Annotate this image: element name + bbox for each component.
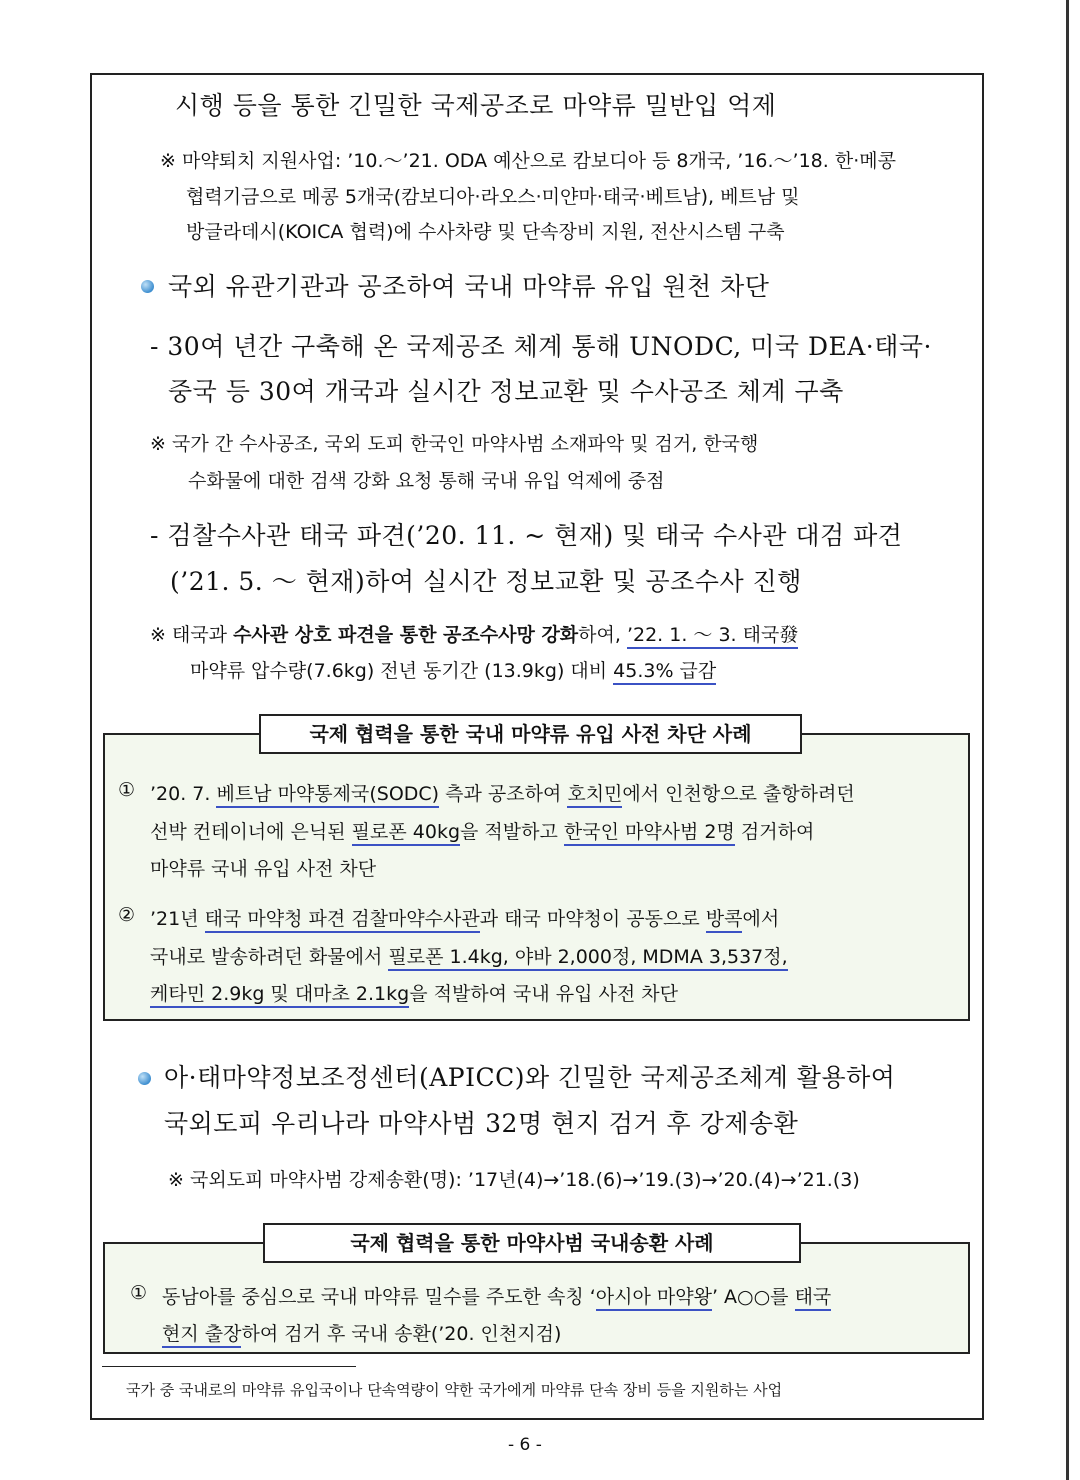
note-coop-line2: 수화물에 대한 검색 강화 요청 통해 국내 유입 억제에 중점 [188,470,665,492]
text-span: ’ A○○를 [711,1286,795,1308]
note-thai-line1 [150,620,798,647]
right-edge-bar [1066,0,1069,1480]
text-span-underlined: 태국 마약청 파견 검찰마약수사관 [205,908,480,933]
text-span-underlined: 한국인 마약사범 2명 [564,821,735,846]
note-oda-line1: ※ 마약퇴치 지원사업: ’10.～’21. ODA 예산으로 캄보디아 등 8개국, ’16.～’18. 한·메콩 [160,150,896,172]
note-thai-mark: ※ 태국과 [150,624,234,646]
dash-1-line2: 중국 등 30여 개국과 실시간 정보교환 및 수사공조 체계 구축 [168,377,844,406]
dash-2-line2: (’21. 5. ～ 현재)하여 실시간 정보교환 및 공조수사 진행 [170,567,802,596]
text-span-underlined: 태국 [795,1286,832,1311]
text-span-underlined: 케타민 2.9kg 및 대마초 2.1kg [150,983,409,1008]
text-span: 선박 컨테이너에 은닉된 [150,821,352,843]
note-oda-line2: 협력기금으로 메콩 5개국(캄보디아·라오스·미얀마·태국·베트남), 베트남 및 [186,186,800,208]
note-coop-line1: ※ 국가 간 수사공조, 국외 도피 한국인 마약사범 소재파악 및 검거, 한국행 [150,433,759,455]
text-span: 하여 검거 후 국내 송환(’20. 인천지검) [241,1323,562,1345]
case-2-item-line2 [162,1319,561,1346]
dash-2-line1: - 검찰수사관 태국 파견(’20. 11. ~ 현재) 및 태국 수사관 대검 파견 [150,521,903,550]
text-span: 국내로 발송하려던 화물에서 [150,946,389,968]
note-thai-bold: 수사관 상호 파견을 통한 공조수사망 강화 [233,624,579,646]
note-thai-line2-text: 마약류 압수량(7.6kg) 전년 동기간 (13.9kg) 대비 [190,660,614,682]
case-2-item-line1 [162,1282,831,1309]
case-2-item-num: ① [130,1282,148,1304]
text-span-underlined: 호치민 [567,783,622,808]
note-thai-mid: 하여, [578,624,627,646]
note-thai-line2-underlined: 45.3% 급감 [613,660,716,685]
case-box-1-title: 국제 협력을 통한 국내 마약류 유입 사전 차단 사례 [259,714,802,754]
case-1-item-1-num: ① [118,779,136,801]
bullet-1-text: 국외 유관기관과 공조하여 국내 마약류 유입 원천 차단 [168,272,770,301]
text-span: ’20. 7. [150,783,217,805]
text-span-underlined: 필로폰 40kg [352,821,460,846]
footnote-rule [102,1366,356,1367]
case-1-item-2-line2 [150,942,788,969]
text-span: 과 태국 마약청이 공동으로 [479,908,706,930]
text-span: 에서 인천항으로 출항하려던 [622,783,855,805]
dash-1-line1: - 30여 년간 구축해 온 국제공조 체계 통해 UNODC, 미국 DEA·태국· [150,332,932,361]
page-number: - 6 - [508,1435,542,1455]
text-span: 을 적발하여 국내 유입 사전 차단 [409,983,679,1005]
text-span: ’21년 [150,908,205,930]
case-1-item-2-num: ② [118,904,136,926]
text-span-underlined: 아시아 마약왕 [596,1286,712,1311]
note-thai-underlined: ’22. 1. ～ 3. 태국發 [627,624,798,649]
text-span-underlined: 방콕 [706,908,743,933]
bullet-2-line1: 아·태마약정보조정센터(APICC)와 긴밀한 국제공조체계 활용하여 [164,1063,896,1092]
bullet-2-line2: 국외도피 우리나라 마약사범 32명 현지 검거 후 강제송환 [164,1109,799,1138]
text-span-underlined: 현지 출장 [162,1323,241,1348]
note-thai-line2 [190,656,716,683]
bullet-dot-icon [141,280,154,293]
note-repatriation: ※ 국외도피 마약사범 강제송환(명): ’17년(4)→’18.(6)→’19.(3)→’20.(4)→’21.(3) [168,1169,860,1191]
text-span-underlined: 필로폰 1.4kg, 야바 2,000정, MDMA 3,537정, [388,946,787,971]
case-1-item-1-line2 [150,817,814,844]
text-span: 동남아를 중심으로 국내 마약류 밀수를 주도한 속칭 ‘ [162,1286,596,1308]
text-span: 검거하여 [734,821,815,843]
note-oda-line3: 방글라데시(KOICA 협력)에 수사차량 및 단속장비 지원, 전산시스템 구축 [186,221,785,243]
footnote: 국가 중 국내로의 마약류 유입국이나 단속역량이 약한 국가에게 마약류 단속 장비 등을 지원하는 사업 [126,1381,783,1399]
case-1-item-2-line1 [150,904,779,931]
case-1-item-1-line3: 마약류 국내 유입 사전 차단 [150,858,377,880]
text-span: 을 적발하고 [460,821,564,843]
text-span: 에서 [742,908,780,930]
text-span: 측과 공조하여 [439,783,568,805]
intro-line: 시행 등을 통한 긴밀한 국제공조로 마약류 밀반입 억제 [175,91,777,120]
case-1-item-2-line3 [150,979,678,1006]
case-box-2-title: 국제 협력을 통한 마약사범 국내송환 사례 [263,1223,801,1263]
case-1-item-1-line1 [150,779,855,806]
bullet-dot-icon [138,1072,151,1085]
text-span-underlined: 베트남 마약통제국(SODC) [216,783,439,808]
